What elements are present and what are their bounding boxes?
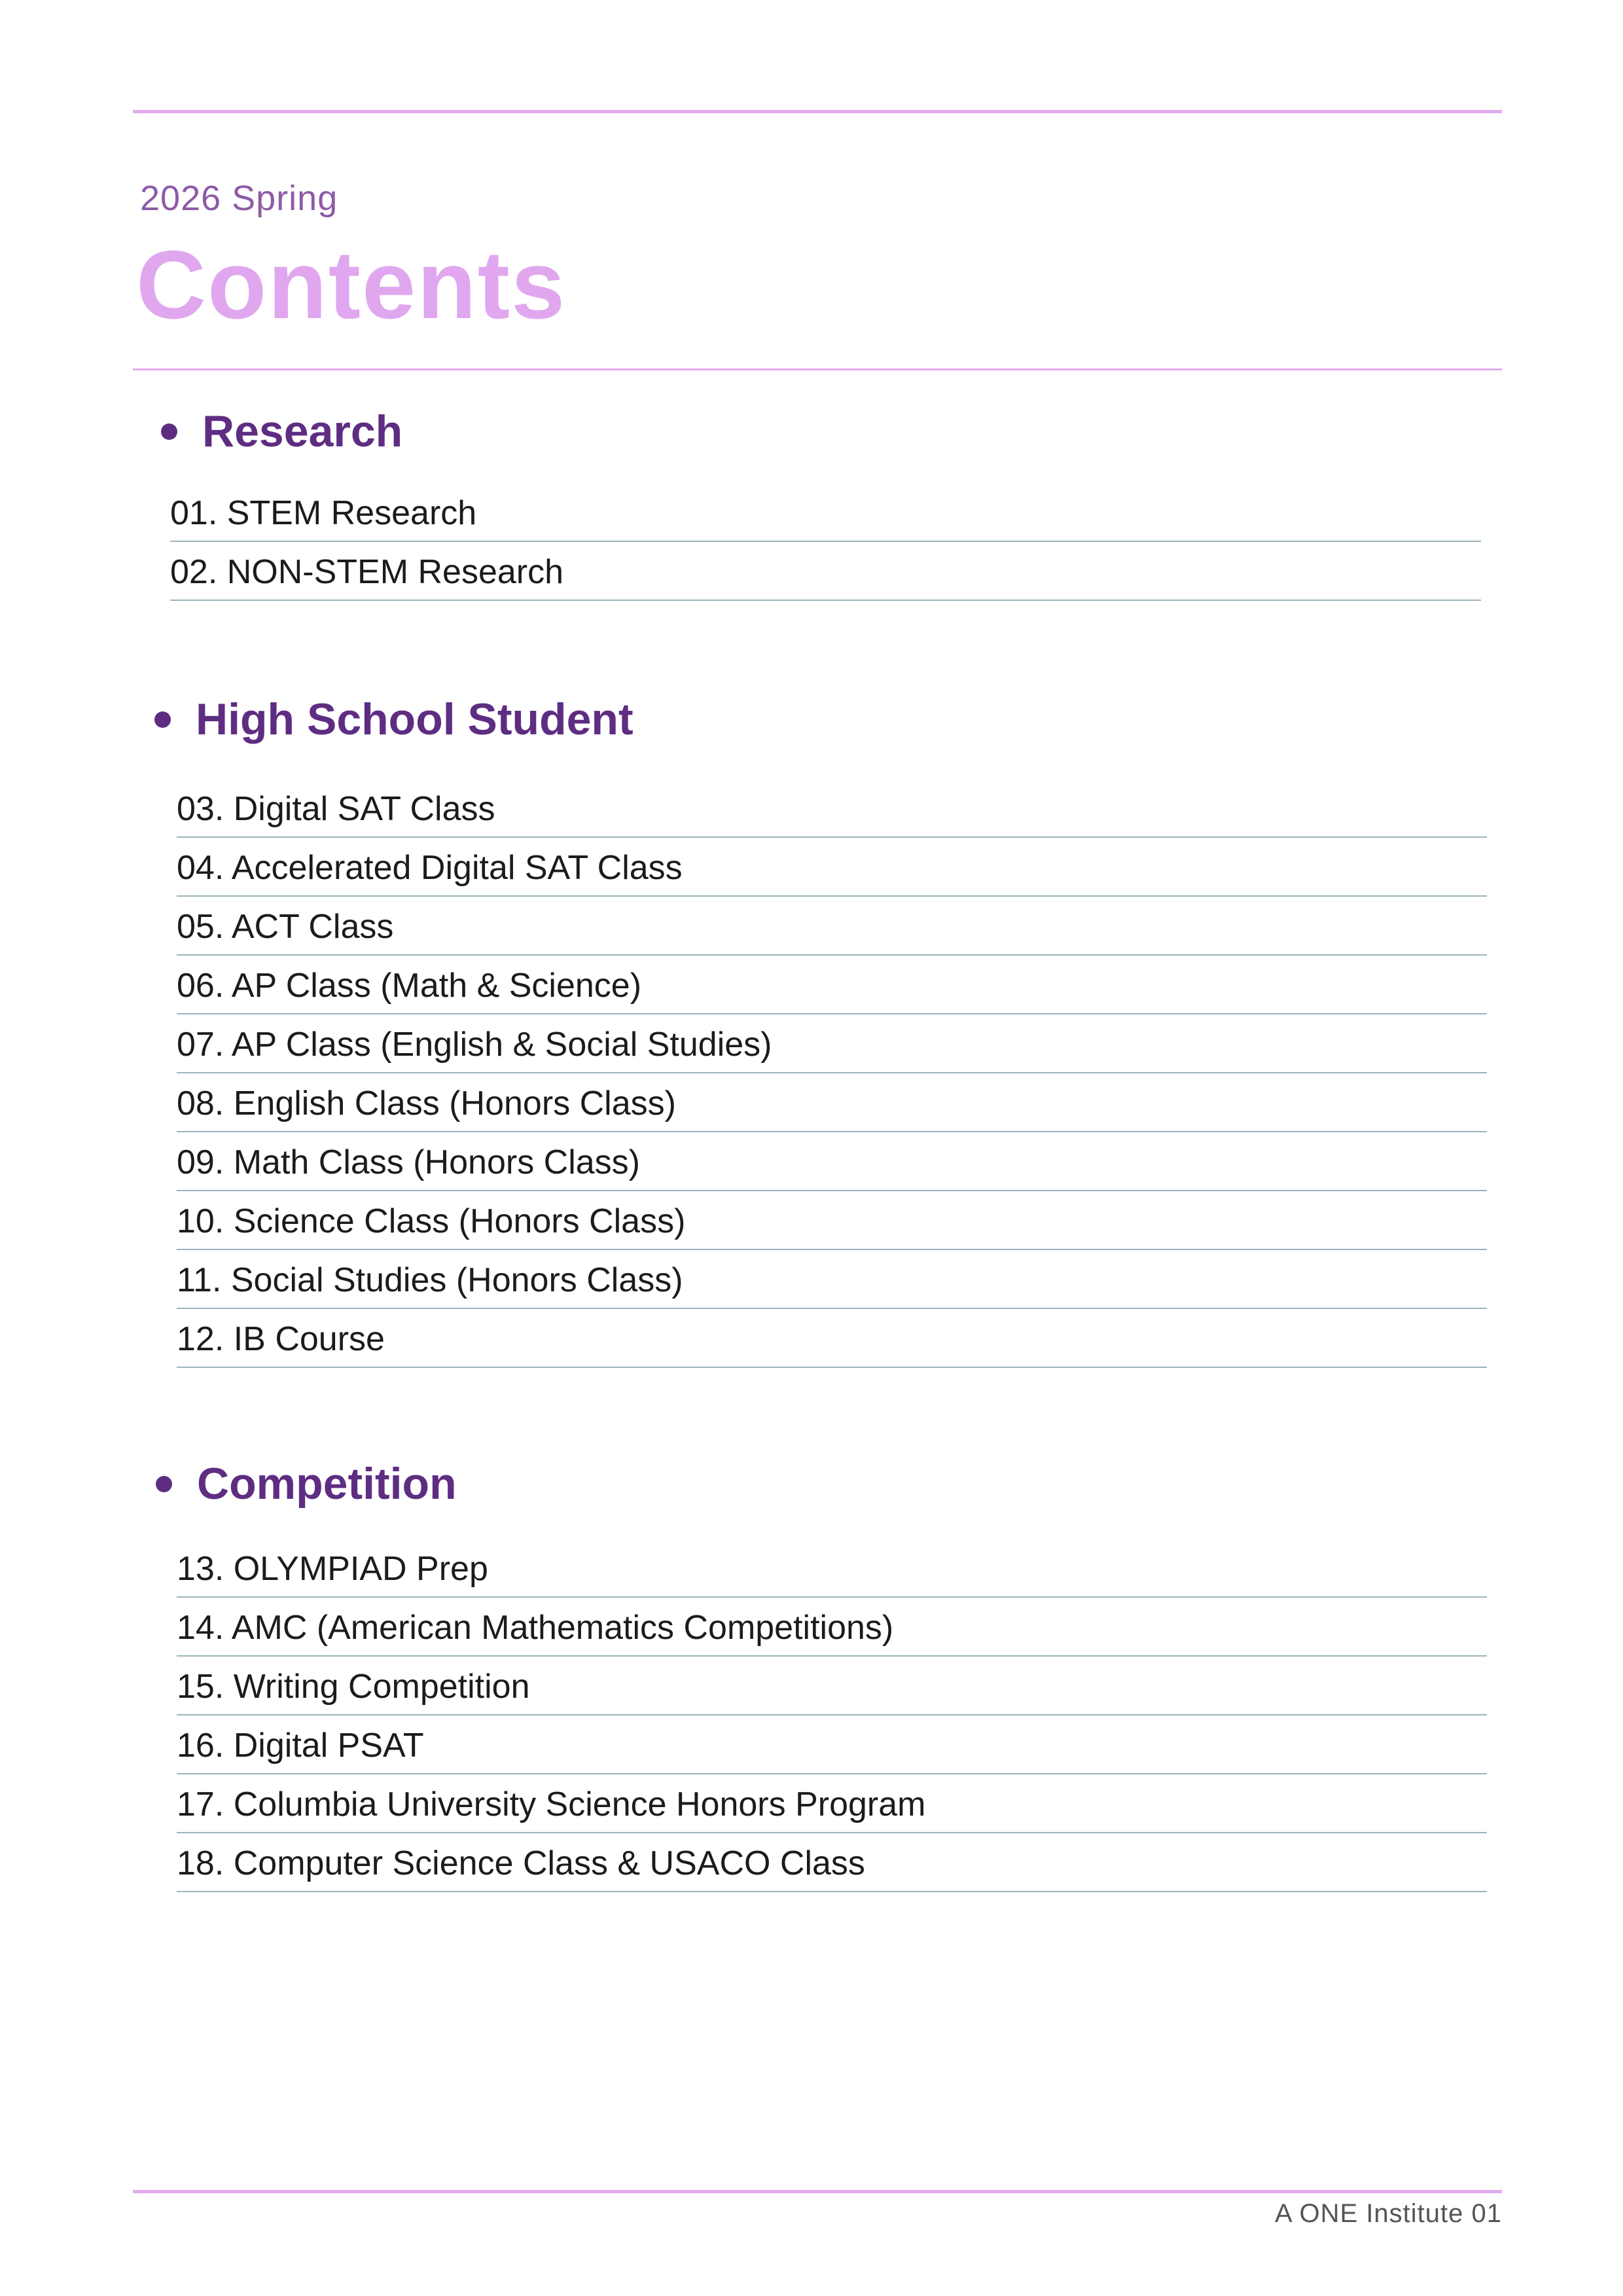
footer-text: A ONE Institute 01 — [1274, 2199, 1502, 2228]
list-item[interactable]: 06. AP Class (Math & Science) — [177, 956, 1487, 1014]
section-heading-high-school — [154, 694, 633, 745]
list-item[interactable]: 18. Computer Science Class & USACO Class — [177, 1833, 1487, 1892]
list-item[interactable]: 16. Digital PSAT — [177, 1715, 1487, 1774]
list-item[interactable]: 05. ACT Class — [177, 897, 1487, 956]
list-item[interactable]: 14. AMC (American Mathematics Competitions) — [177, 1598, 1487, 1657]
section-heading-label: High School Student — [196, 694, 633, 744]
list-item[interactable]: 04. Accelerated Digital SAT Class — [177, 838, 1487, 897]
section-heading-competition — [156, 1458, 457, 1509]
bullet-icon — [154, 711, 171, 728]
section-heading-label: Competition — [197, 1459, 457, 1509]
section-heading-research — [161, 406, 402, 457]
high-school-list — [177, 779, 1487, 1368]
bullet-icon — [156, 1476, 172, 1492]
section-heading-label: Research — [202, 406, 403, 456]
list-item[interactable]: 09. Math Class (Honors Class) — [177, 1132, 1487, 1191]
list-item[interactable]: 01. STEM Research — [170, 483, 1481, 542]
list-item[interactable]: 12. IB Course — [177, 1309, 1487, 1368]
list-item[interactable]: 10. Science Class (Honors Class) — [177, 1191, 1487, 1250]
list-item[interactable]: 08. English Class (Honors Class) — [177, 1073, 1487, 1132]
list-item[interactable]: 17. Columbia University Science Honors Program — [177, 1774, 1487, 1833]
bullet-icon — [161, 423, 177, 440]
bottom-rule — [133, 2190, 1502, 2193]
season-label: 2026 Spring — [140, 179, 338, 218]
research-list — [170, 483, 1481, 601]
list-item[interactable]: 07. AP Class (English & Social Studies) — [177, 1014, 1487, 1073]
list-item[interactable]: 15. Writing Competition — [177, 1657, 1487, 1715]
list-item[interactable]: 03. Digital SAT Class — [177, 779, 1487, 838]
list-item[interactable]: 11. Social Studies (Honors Class) — [177, 1250, 1487, 1309]
competition-list — [177, 1539, 1487, 1892]
list-item[interactable]: 02. NON-STEM Research — [170, 542, 1481, 601]
title-rule — [133, 368, 1502, 370]
top-rule — [133, 110, 1502, 113]
list-item[interactable]: 13. OLYMPIAD Prep — [177, 1539, 1487, 1598]
page-title: Contents — [136, 231, 567, 339]
